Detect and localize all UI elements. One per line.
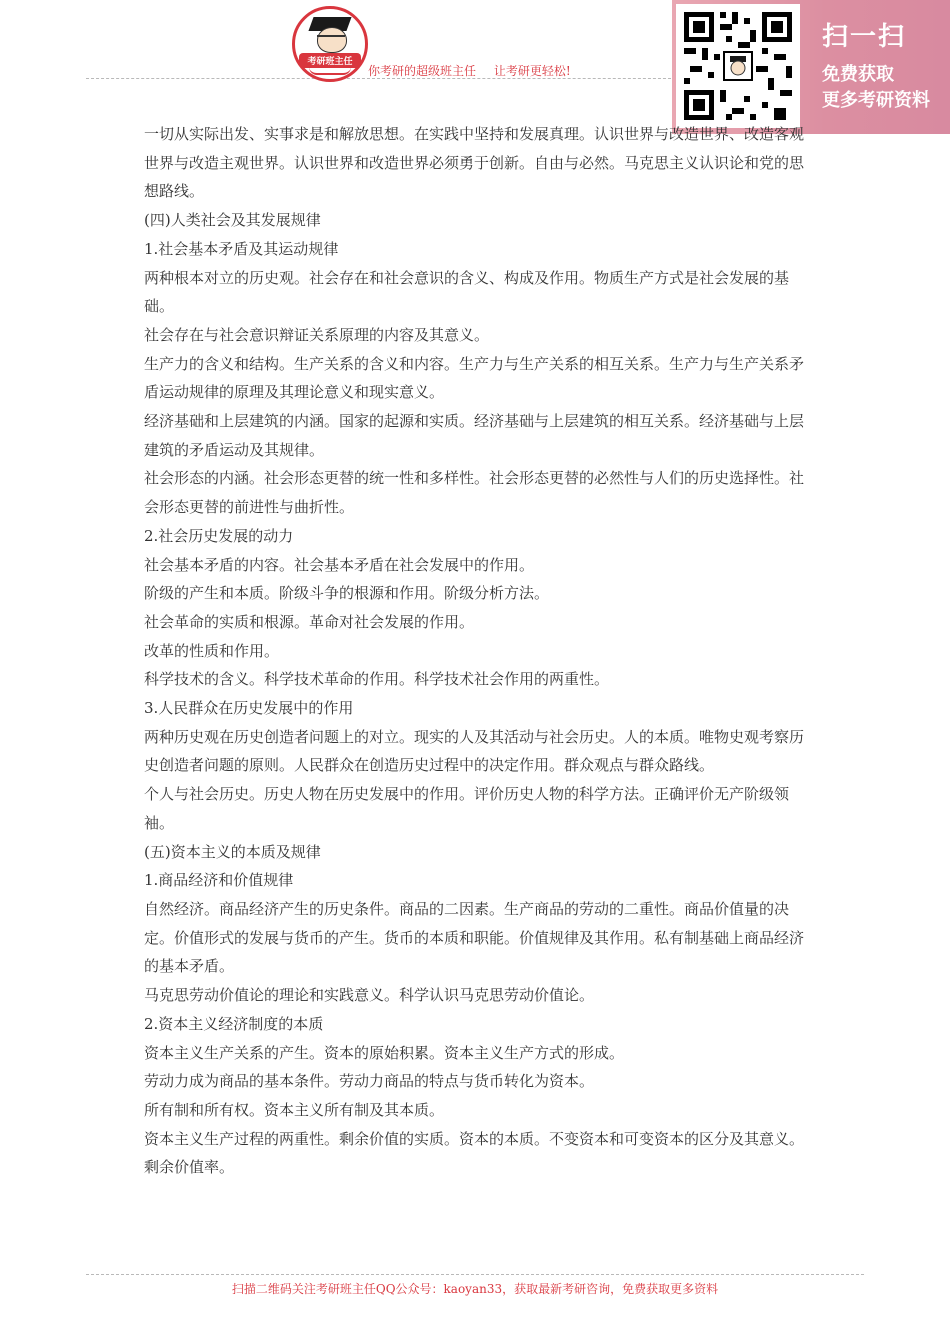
paragraph: 社会形态的内涵。社会形态更替的统一性和多样性。社会形态更替的必然性与人们的历史选择性。社会形态更替的前进性与曲折性。: [144, 469, 805, 517]
paragraph: 马克思劳动价值论的理论和实践意义。科学认识马克思劳动价值论。: [144, 986, 595, 1005]
subsection-heading: 3.人民群众在历史发展中的作用: [144, 699, 354, 718]
paragraph: 社会基本矛盾的内容。社会基本矛盾在社会发展中的作用。: [144, 555, 535, 574]
paragraph: 一切从实际出发、实事求是和解放思想。在实践中坚持和发展真理。认识世界与改造世界、改造客观世界与改造主观世界。认识世界和改造世界必须勇于创新。自由与必然。马克思主义认识论和党的思想路线。: [144, 125, 805, 201]
scan-line-1: 免费获取: [822, 64, 894, 85]
subsection-heading: 1.社会基本矛盾及其运动规律: [144, 239, 339, 258]
footer-text: 扫描二维码关注考研班主任QQ公众号：kaoyan33，获取最新考研咨询，免费获取更多资料: [231, 1282, 719, 1296]
book-icon: [309, 67, 351, 75]
paragraph: 两种历史观在历史创造者问题上的对立。现实的人及其活动与社会历史。人的本质。唯物史观考察历史创造者问题的原则。人民群众在创造历史过程中的决定作用。群众观点与群众路线。: [144, 727, 805, 775]
glasses-icon: [317, 35, 345, 45]
logo: [292, 6, 368, 82]
document-body: [144, 120, 808, 1182]
tagline-part-2: 让考研更轻松!: [493, 64, 571, 78]
qr-promo-panel: [672, 0, 950, 134]
paragraph: 资本主义生产过程的两重性。剩余价值的实质。资本的本质。不变资本和可变资本的区分及其意义。剩余价值率。: [144, 1129, 805, 1177]
paragraph: 社会存在与社会意识辩证关系原理的内容及其意义。: [144, 325, 490, 344]
paragraph: 社会革命的实质和根源。革命对社会发展的作用。: [144, 612, 475, 631]
section-heading: (四)人类社会及其发展规律: [144, 211, 321, 230]
paragraph: 两种根本对立的历史观。社会存在和社会意识的含义、构成及作用。物质生产方式是社会发展的基础。: [144, 268, 790, 316]
tagline-part-1: 你考研的超级班主任: [368, 64, 477, 78]
logo-text: 考研班主任: [299, 53, 361, 68]
header-tagline: [368, 62, 571, 79]
paragraph: 经济基础和上层建筑的内涵。国家的起源和实质。经济基础与上层建筑的相互关系。经济基础与上层建筑的矛盾运动及其规律。: [144, 412, 805, 459]
paragraph: 劳动力成为商品的基本条件。劳动力商品的特点与货币转化为资本。: [144, 1072, 595, 1091]
paragraph: 所有制和所有权。资本主义所有制及其本质。: [144, 1100, 445, 1119]
section-heading: (五)资本主义的本质及规律: [144, 842, 321, 861]
qr-code-icon: [676, 4, 800, 128]
scan-line-2: 更多考研资料: [822, 90, 930, 111]
paragraph: 生产力的含义和结构。生产关系的含义和内容。生产力与生产关系的相互关系。生产力与生产关系矛盾运动规律的原理及其理论意义和现实意义。: [144, 354, 805, 402]
paragraph: 改革的性质和作用。: [144, 641, 280, 660]
subsection-heading: 1.商品经济和价值规律: [144, 871, 294, 890]
qr-code[interactable]: [676, 4, 800, 128]
scan-subtitle: [822, 62, 950, 114]
scan-title: 扫一扫: [822, 22, 907, 52]
subsection-heading: 2.资本主义经济制度的本质: [144, 1014, 324, 1033]
subsection-heading: 2.社会历史发展的动力: [144, 526, 294, 545]
paragraph: 科学技术的含义。科学技术革命的作用。科学技术社会作用的两重性。: [144, 670, 610, 689]
paragraph: 个人与社会历史。历史人物在历史发展中的作用。评价历史人物的科学方法。正确评价无产阶级领袖。: [144, 785, 790, 832]
paragraph: 阶级的产生和本质。阶级斗争的根源和作用。阶级分析方法。: [144, 584, 550, 603]
paragraph: 自然经济。商品经济产生的历史条件。商品的二因素。生产商品的劳动的二重性。商品价值量的决定。价值形式的发展与货币的产生。货币的本质和职能。价值规律及其作用。私有制基础上商品经济的基本矛盾。: [144, 899, 805, 976]
paragraph: 资本主义生产关系的产生。资本的原始积累。资本主义生产方式的形成。: [144, 1043, 625, 1062]
footer-divider: [86, 1274, 864, 1275]
